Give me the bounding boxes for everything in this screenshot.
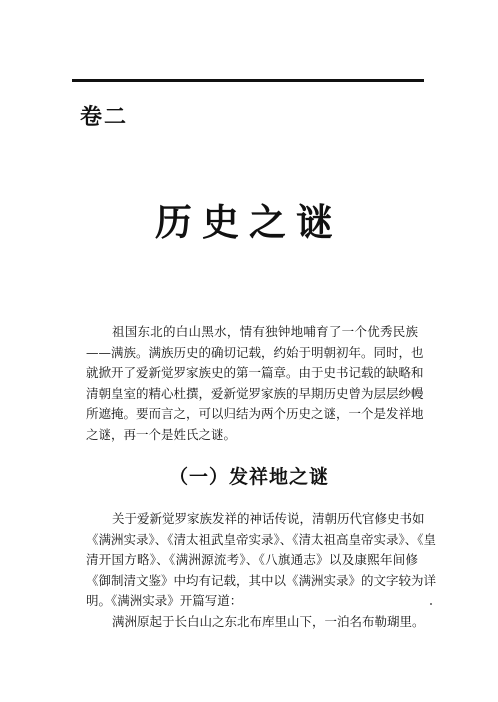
intro-line: ——满族。满族历史的确切记载，约始于明朝初年。同时，也 (86, 344, 424, 360)
section-line: 清开国方略》、《满洲源流考》、《八旗通志》以及康熙年间修 (86, 552, 418, 567)
intro-line: 之谜，再一个是姓氏之谜。 (86, 426, 237, 442)
intro-line: 祖国东北的白山黑水，情有独钟地哺育了一个优秀民族 (112, 324, 418, 339)
top-rule (72, 79, 424, 82)
section-line: 《御制清文鉴》中均有记载，其中以《满洲实录》的文字较为详 (86, 572, 437, 588)
quote-line: 满洲原起于长白山之东北布库里山下，一泊名布勒瑚里。 (112, 613, 425, 629)
scan-speck (430, 603, 432, 605)
section-heading: （一）发祥地之谜 (168, 466, 329, 488)
section-line: 关于爱新觉罗家族发祥的神话传说，清朝历代官修史书如 (112, 511, 425, 526)
intro-paragraph (86, 322, 424, 445)
volume-label: 卷二 (80, 105, 129, 130)
chapter-title: 历史之谜 (155, 201, 343, 244)
intro-line: 清朝皇室的精心杜撰，爱新觉罗家族的早期历史曾为层层纱幔 (86, 385, 424, 401)
section-line: 明。《满洲实录》开篇写道： (86, 593, 243, 608)
intro-line: 就掀开了爱新觉罗家族史的第一篇章。由于史书记载的缺略和 (86, 365, 424, 380)
section-paragraph (86, 509, 437, 632)
section-line: 《满洲实录》、《清太祖武皇帝实录》、《清太祖高皇帝实录》、《皇 (86, 531, 437, 547)
intro-line: 所遮掩。要而言之，可以归结为两个历史之谜，一个是发祥地 (86, 406, 424, 421)
